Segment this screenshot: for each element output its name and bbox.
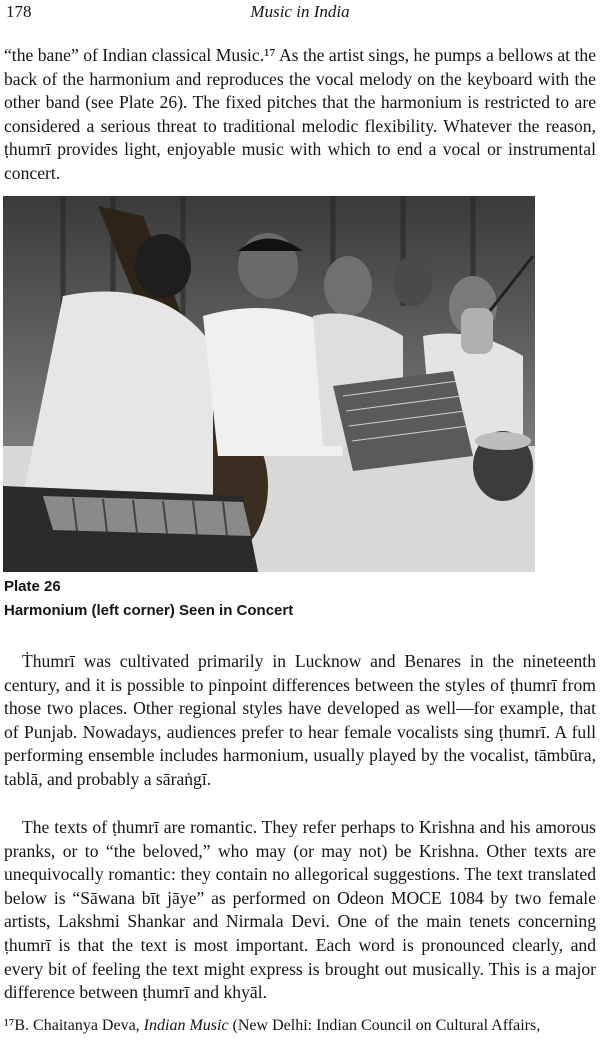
page-header [0,0,600,28]
paragraph-2: Ṫhumrī was cultivated primarily in Lucknow and Benares in the nineteenth century, and it is possible to pinpoint differences between the styles of ṭhumrī from those two places. Other regional styles have developed as well—for example, that of Punjab. Nowadays, audiences prefer to hear female vocalists sing ṭhumrī. A full performing ensemble includes harmonium, usually played by the vocalist, tāmbūra, tablā, and probably a sāraṅgī. [4,651,596,789]
footnote-author: B. Chaitanya Deva, [14,1017,144,1034]
page-number: 178 [6,2,32,21]
plate-caption: Harmonium (left corner) Seen in Concert [4,602,294,619]
plate-label: Plate 26 [4,578,61,595]
footnote-17 [4,1017,600,1035]
concert-photo-illustration [3,196,535,572]
concert-photograph [3,196,535,572]
paragraph-1: “the bane” of Indian classical Music.¹⁷ As the artist sings, he pumps a bellows at the back of the harmonium and reproduces the vocal melody on the keyboard with the other band (see Plate 26). The fixed pitches that the harmonium is restricted to are considered a serious threat to traditional melodic flexibility. Whatever the reason, ṭhumrī provides light, enjoyable music with which to end a vocal or instrumental concert. [4,45,596,183]
running-title: Music in India [250,2,350,21]
footnote-publication: (New Delhi: Indian Council on Cultural Affairs, [228,1017,541,1034]
footnote-book-title: Indian Music [143,1017,229,1034]
paragraph-3: The texts of ṭhumrī are romantic. They refer perhaps to Krishna and his amorous pranks, or to “the beloved,” who may (or may not) be Krishna. Other texts are unequivocally romantic: they contain no allegorical suggestions. The text translated below is “Sāwana bīt jāye” as performed on Odeon MOCE 1084 by two female artists, Lakshmi Shankar and Nirmala Devi. One of the main tenets concerning ṭhumrī is that the text is most important. Each word is pronounced clearly, and every bit of feeling the text might express is brought out musically. This is a major difference between ṭhumrī and khyāl. [4,817,596,1003]
footnote-marker: ¹⁷ [4,1017,15,1034]
